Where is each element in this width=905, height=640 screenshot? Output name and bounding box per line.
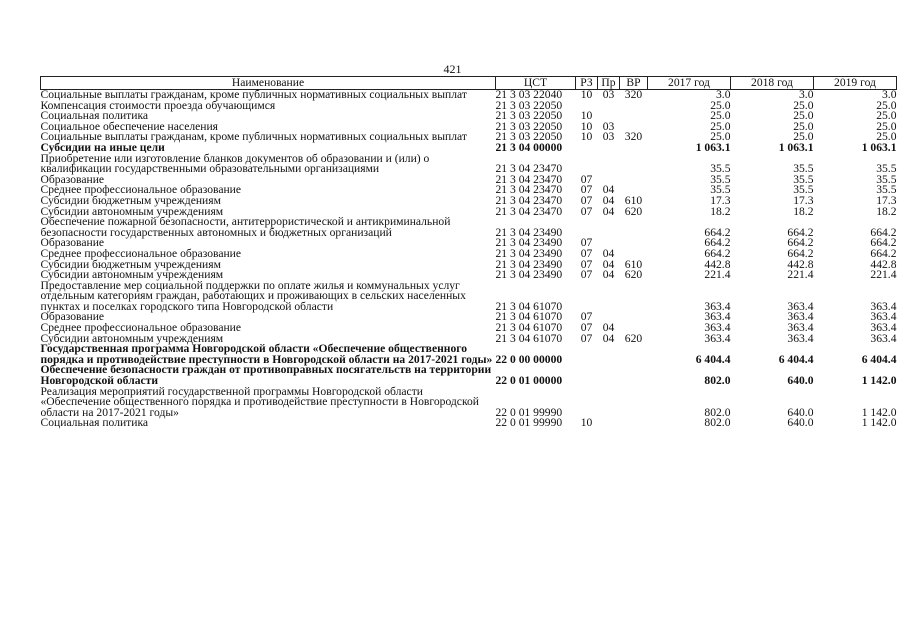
row-cst: 21 3 04 23490 — [495, 225, 563, 239]
row-name: Обеспечение пожарной безопасности, антитеррористической и антикриминальной безопасности государственных автономных и бюджетных организаций — [40, 215, 451, 239]
row-cst: 21 3 04 23470 — [495, 172, 563, 186]
row-2018: 25.0 — [793, 130, 814, 144]
row-rz: 07 — [580, 310, 593, 324]
row-2019: 3.0 — [882, 88, 897, 101]
row-2018: 664.2 — [787, 236, 814, 250]
row-cst: 21 3 04 61070 — [495, 299, 563, 313]
row-2019: 25.0 — [876, 98, 897, 112]
row-2018: 6 404.4 — [778, 352, 814, 366]
row-2018: 640.0 — [787, 416, 814, 430]
row-2017: 363.4 — [704, 331, 731, 345]
row-2019: 1 142.0 — [861, 405, 897, 419]
row-2017: 35.5 — [710, 162, 731, 176]
row-2018: 35.5 — [793, 172, 814, 186]
row-2018: 640.0 — [787, 405, 814, 419]
row-2019: 35.5 — [876, 162, 897, 176]
row-2018: 442.8 — [787, 257, 814, 271]
row-name: Среднее профессиональное образование — [40, 321, 242, 335]
row-name: Социальная политика — [40, 109, 149, 123]
row-2019: 25.0 — [876, 130, 897, 144]
row-2017: 17.3 — [710, 193, 731, 207]
row-2017: 802.0 — [704, 405, 731, 419]
row-rz — [576, 217, 598, 238]
row-rz: 07 — [580, 246, 593, 260]
row-2017: 664.2 — [704, 236, 731, 250]
row-2017: 802.0 — [704, 374, 731, 388]
row-2017: 6 404.4 — [695, 352, 731, 366]
row-rz: 10 — [580, 88, 593, 101]
row-2018: 664.2 — [787, 246, 814, 260]
row-rz: 07 — [580, 268, 593, 282]
row-rz — [576, 387, 598, 419]
row-2019: 221.4 — [870, 268, 897, 282]
row-2018: 25.0 — [793, 119, 814, 133]
row-2019: 363.4 — [870, 321, 897, 335]
row-rz: 07 — [580, 236, 593, 250]
row-cst: 21 3 03 22040 — [495, 88, 563, 101]
row-2018: 664.2 — [787, 225, 814, 239]
row-2019: 25.0 — [876, 109, 897, 123]
table-row — [41, 281, 897, 313]
row-name: Социальное обеспечение населения — [40, 119, 219, 133]
row-2019: 1 142.0 — [861, 374, 897, 388]
row-rz — [576, 281, 598, 313]
header-rz: РЗ — [576, 77, 598, 90]
row-pr — [598, 344, 620, 365]
row-name: Образование — [40, 310, 105, 324]
row-2017: 442.8 — [704, 257, 731, 271]
row-pr — [598, 143, 620, 154]
row-cst: 22 0 00 00000 — [495, 352, 563, 366]
row-vr: 320 — [624, 88, 643, 101]
row-pr: 04 — [602, 321, 615, 335]
row-2018: 363.4 — [787, 299, 814, 313]
row-cst: 21 3 03 22050 — [495, 119, 563, 133]
row-pr — [598, 217, 620, 238]
row-rz — [576, 154, 598, 175]
row-2017: 25.0 — [710, 130, 731, 144]
row-name: Субсидии автономным учреждениям — [40, 268, 224, 282]
header-2019: 2019 год — [814, 77, 897, 90]
row-rz — [576, 344, 598, 365]
row-rz: 07 — [580, 183, 593, 197]
row-pr: 03 — [602, 88, 615, 101]
row-vr: 320 — [624, 130, 643, 144]
row-2017: 35.5 — [710, 172, 731, 186]
row-cst: 21 3 03 22050 — [495, 109, 563, 123]
row-vr: 620 — [624, 268, 643, 282]
page-number: 421 — [443, 62, 462, 76]
row-name: Образование — [40, 172, 105, 186]
row-pr: 04 — [602, 331, 615, 345]
row-rz: 10 — [580, 119, 593, 133]
row-2018: 1 063.1 — [778, 140, 814, 154]
row-cst: 22 0 01 99990 — [495, 416, 563, 430]
row-cst: 21 3 04 23470 — [495, 183, 563, 197]
row-pr: 04 — [602, 204, 615, 218]
row-rz: 10 — [580, 416, 593, 430]
row-pr — [598, 418, 620, 429]
row-name: Субсидии бюджетным учреждениям — [40, 257, 221, 271]
row-2017: 363.4 — [704, 299, 731, 313]
row-cst: 21 3 04 61070 — [495, 321, 563, 335]
row-pr — [598, 154, 620, 175]
row-vr — [620, 281, 648, 313]
row-pr — [598, 365, 620, 386]
row-vr — [620, 111, 648, 122]
row-vr — [620, 387, 648, 419]
header-2017: 2017 год — [648, 77, 731, 90]
row-2019: 35.5 — [876, 172, 897, 186]
row-name: Социальная политика — [40, 416, 149, 430]
table-row — [41, 217, 897, 238]
row-cst: 22 0 01 99990 — [495, 405, 563, 419]
table-row — [41, 101, 897, 112]
table-row — [41, 365, 897, 386]
row-cst: 21 3 04 00000 — [495, 140, 563, 154]
table-row — [41, 387, 897, 419]
row-pr — [598, 281, 620, 313]
row-2019: 1 142.0 — [861, 416, 897, 430]
row-pr — [598, 101, 620, 112]
row-2019: 363.4 — [870, 331, 897, 345]
row-vr — [620, 175, 648, 186]
row-rz: 10 — [580, 130, 593, 144]
row-name: Среднее профессиональное образование — [40, 183, 242, 197]
header-cst: ЦСТ — [496, 77, 576, 90]
table-row — [41, 132, 897, 143]
row-2019: 6 404.4 — [861, 352, 897, 366]
row-pr: 04 — [602, 257, 615, 271]
row-2018: 363.4 — [787, 331, 814, 345]
row-2017: 25.0 — [710, 119, 731, 133]
row-2017: 664.2 — [704, 225, 731, 239]
row-2018: 25.0 — [793, 98, 814, 112]
row-name: Социальные выплаты гражданам, кроме публичных нормативных социальных выплат — [40, 88, 467, 101]
row-vr — [620, 312, 648, 323]
row-name: Субсидии бюджетным учреждениям — [40, 193, 221, 207]
row-rz: 07 — [580, 321, 593, 335]
row-pr: 04 — [602, 183, 615, 197]
row-pr — [598, 387, 620, 419]
row-2017: 35.5 — [710, 183, 731, 197]
header-pr: Пр — [598, 77, 620, 90]
row-vr: 620 — [624, 204, 643, 218]
table-row — [41, 154, 897, 175]
row-vr — [620, 365, 648, 386]
row-2019: 442.8 — [870, 257, 897, 271]
header-name: Наименование — [41, 77, 496, 90]
row-name: Приобретение или изготовление бланков документов об образовании и (или) о квалификации государственными образовательными организациями — [40, 151, 430, 176]
budget-table — [40, 76, 897, 429]
table-row — [41, 418, 897, 429]
row-rz: 07 — [580, 257, 593, 271]
row-2019: 35.5 — [876, 183, 897, 197]
row-2017: 1 063.1 — [695, 140, 731, 154]
row-pr: 04 — [602, 246, 615, 260]
row-rz: 07 — [580, 204, 593, 218]
row-rz: 07 — [580, 331, 593, 345]
row-2017: 3.0 — [716, 88, 731, 101]
row-name: Субсидии автономным учреждениям — [40, 331, 224, 345]
row-rz: 07 — [580, 172, 593, 186]
row-name: Образование — [40, 236, 105, 250]
row-2017: 18.2 — [710, 204, 731, 218]
row-cst: 21 3 04 23490 — [495, 246, 563, 260]
row-name: Обеспечение безопасности граждан от противоправных посягательств на территории Новгородской области — [40, 363, 492, 388]
row-cst: 21 3 04 23470 — [495, 204, 563, 218]
row-cst: 21 3 04 23490 — [495, 268, 563, 282]
row-2018: 18.2 — [793, 204, 814, 218]
row-2018: 35.5 — [793, 183, 814, 197]
row-rz: 10 — [580, 109, 593, 123]
row-vr — [620, 101, 648, 112]
row-name: Социальные выплаты гражданам, кроме публичных нормативных социальных выплат — [40, 130, 467, 144]
row-2018: 221.4 — [787, 268, 814, 282]
table-row — [41, 344, 897, 365]
row-2017: 363.4 — [704, 321, 731, 335]
row-2019: 18.2 — [876, 204, 897, 218]
row-2017: 25.0 — [710, 98, 731, 112]
row-cst: 21 3 03 22050 — [495, 98, 563, 112]
table-body — [41, 90, 897, 430]
row-2017: 25.0 — [710, 109, 731, 123]
row-vr — [620, 238, 648, 249]
row-cst: 21 3 04 23490 — [495, 257, 563, 271]
row-rz — [576, 143, 598, 154]
row-name: Реализация мероприятий государственной программы Новгородской области «Обеспечение общественного порядка и противодействие преступности в Новгородской области на 2017-2021 годы» — [40, 384, 480, 419]
row-cst: 21 3 04 23470 — [495, 193, 563, 207]
row-vr — [620, 143, 648, 154]
row-2018: 363.4 — [787, 310, 814, 324]
row-cst: 21 3 04 61070 — [495, 331, 563, 345]
row-cst: 21 3 04 23470 — [495, 162, 563, 176]
row-cst: 22 0 01 00000 — [495, 374, 563, 388]
row-2017: 221.4 — [704, 268, 731, 282]
row-2018: 17.3 — [793, 193, 814, 207]
row-2019: 25.0 — [876, 119, 897, 133]
row-rz — [576, 365, 598, 386]
header-2018: 2018 год — [731, 77, 814, 90]
row-2018: 640.0 — [787, 374, 814, 388]
row-vr — [620, 217, 648, 238]
row-name: Государственная программа Новгородской области «Обеспечение общественного порядка и противодействие преступности в Новгородской области на 2017-2021 годы» — [40, 342, 493, 366]
row-vr — [620, 418, 648, 429]
row-2018: 25.0 — [793, 109, 814, 123]
header-vr: ВР — [620, 77, 648, 90]
row-2017: 664.2 — [704, 246, 731, 260]
row-2019: 1 063.1 — [861, 140, 897, 154]
row-cst: 21 3 04 23490 — [495, 236, 563, 250]
row-pr: 03 — [602, 130, 615, 144]
row-2019: 664.2 — [870, 225, 897, 239]
row-rz: 07 — [580, 193, 593, 207]
row-2018: 35.5 — [793, 162, 814, 176]
row-pr: 03 — [602, 119, 615, 133]
row-2017: 363.4 — [704, 310, 731, 324]
row-name: Субсидии автономным учреждениям — [40, 204, 224, 218]
row-name: Предоставление мер социальной поддержки по оплате жилья и коммунальных услуг отдельным категориям граждан, работающих и проживающих в сельских населенных пунктах и поселках городского типа Новгородской области — [40, 278, 466, 313]
row-vr — [620, 344, 648, 365]
row-2017: 802.0 — [704, 416, 731, 430]
row-name: Среднее профессиональное образование — [40, 246, 242, 260]
row-pr: 04 — [602, 193, 615, 207]
row-2019: 363.4 — [870, 299, 897, 313]
row-2019: 664.2 — [870, 246, 897, 260]
row-vr: 610 — [624, 193, 643, 207]
row-vr — [620, 154, 648, 175]
row-2018: 3.0 — [799, 88, 814, 101]
row-pr: 04 — [602, 268, 615, 282]
row-name: Субсидии на иные цели — [40, 140, 165, 154]
row-2019: 363.4 — [870, 310, 897, 324]
row-vr: 620 — [624, 331, 643, 345]
row-cst: 21 3 03 22050 — [495, 130, 563, 144]
row-2019: 17.3 — [876, 193, 897, 207]
row-cst: 21 3 04 61070 — [495, 310, 563, 324]
row-vr: 610 — [624, 257, 643, 271]
row-2018: 363.4 — [787, 321, 814, 335]
row-name: Компенсация стоимости проезда обучающимся — [40, 98, 276, 112]
row-2019: 664.2 — [870, 236, 897, 250]
